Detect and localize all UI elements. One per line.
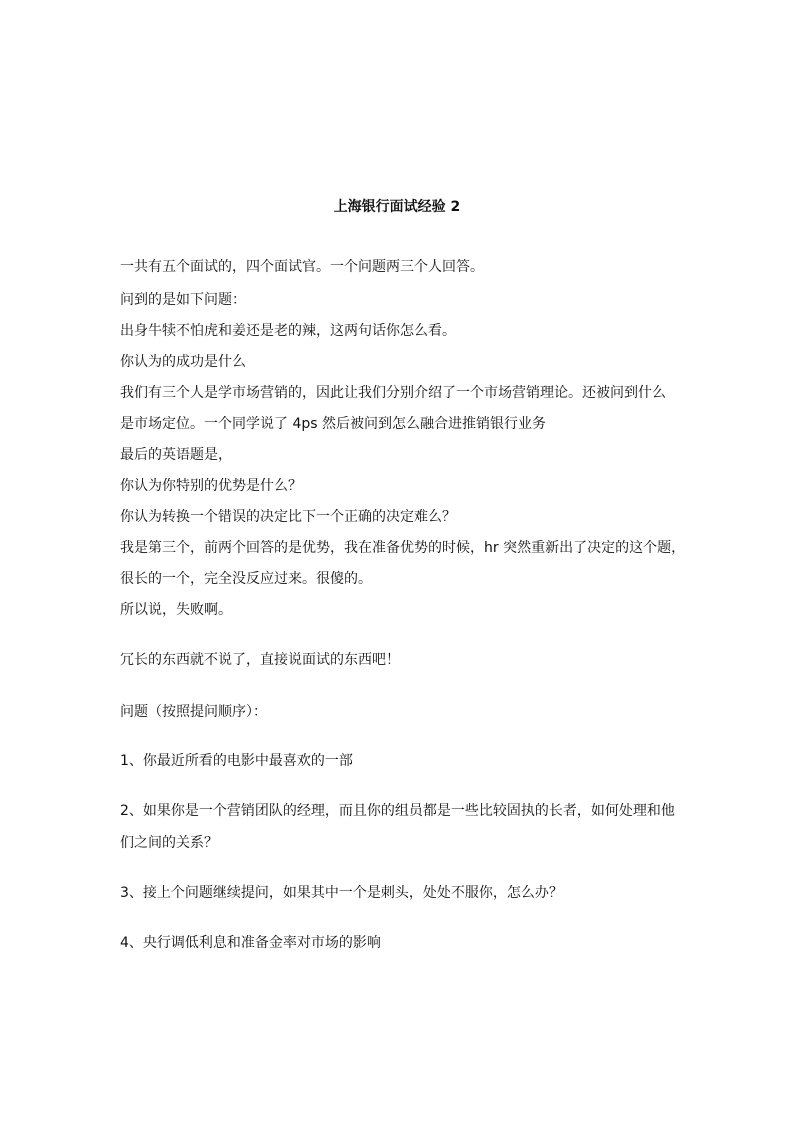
question-item: 4、央行调低利息和准备金率对市场的影响	[120, 935, 381, 951]
paragraph: 问题（按照提问顺序）：	[120, 704, 267, 720]
paragraph: 你认为的成功是什么	[120, 354, 246, 370]
paragraph: 很长的一个，完全没反应过来。很傻的。	[120, 571, 372, 587]
question-item-continued: 们之间的关系？	[120, 835, 218, 851]
document-title: 上海银行面试经验 2	[333, 199, 461, 215]
paragraph: 你认为转换一个错误的决定比下一个正确的决定难么？	[120, 509, 456, 525]
paragraph: 问到的是如下问题：	[120, 292, 246, 308]
paragraph: 所以说，失败啊。	[120, 602, 232, 618]
paragraph: 冗长的东西就不说了，直接说面试的东西吧！	[120, 652, 400, 668]
paragraph: 我们有三个人是学市场营销的，因此让我们分别介绍了一个市场营销理论。还被问到什么	[120, 385, 666, 401]
paragraph: 我是第三个，前两个回答的是优势，我在准备优势的时候，hr 突然重新出了决定的这个题，	[120, 540, 686, 556]
question-item: 1、你最近所看的电影中最喜欢的一部	[120, 753, 353, 769]
question-item: 3、接上个问题继续提问，如果其中一个是刺头，处处不服你，怎么办？	[120, 885, 563, 901]
paragraph: 是市场定位。一个同学说了 4ps 然后被问到怎么融合进推销银行业务	[120, 416, 546, 432]
paragraph: 一共有五个面试的，四个面试官。一个问题两三个人回答。	[120, 259, 484, 275]
paragraph: 出身牛犊不怕虎和姜还是老的辣，这两句话你怎么看。	[120, 323, 456, 339]
paragraph: 你认为你特别的优势是什么？	[120, 478, 302, 494]
paragraph: 最后的英语题是，	[120, 447, 232, 463]
question-item: 2、如果你是一个营销团队的经理，而且你的组员都是一些比较固执的长者，如何处理和他	[120, 803, 675, 819]
